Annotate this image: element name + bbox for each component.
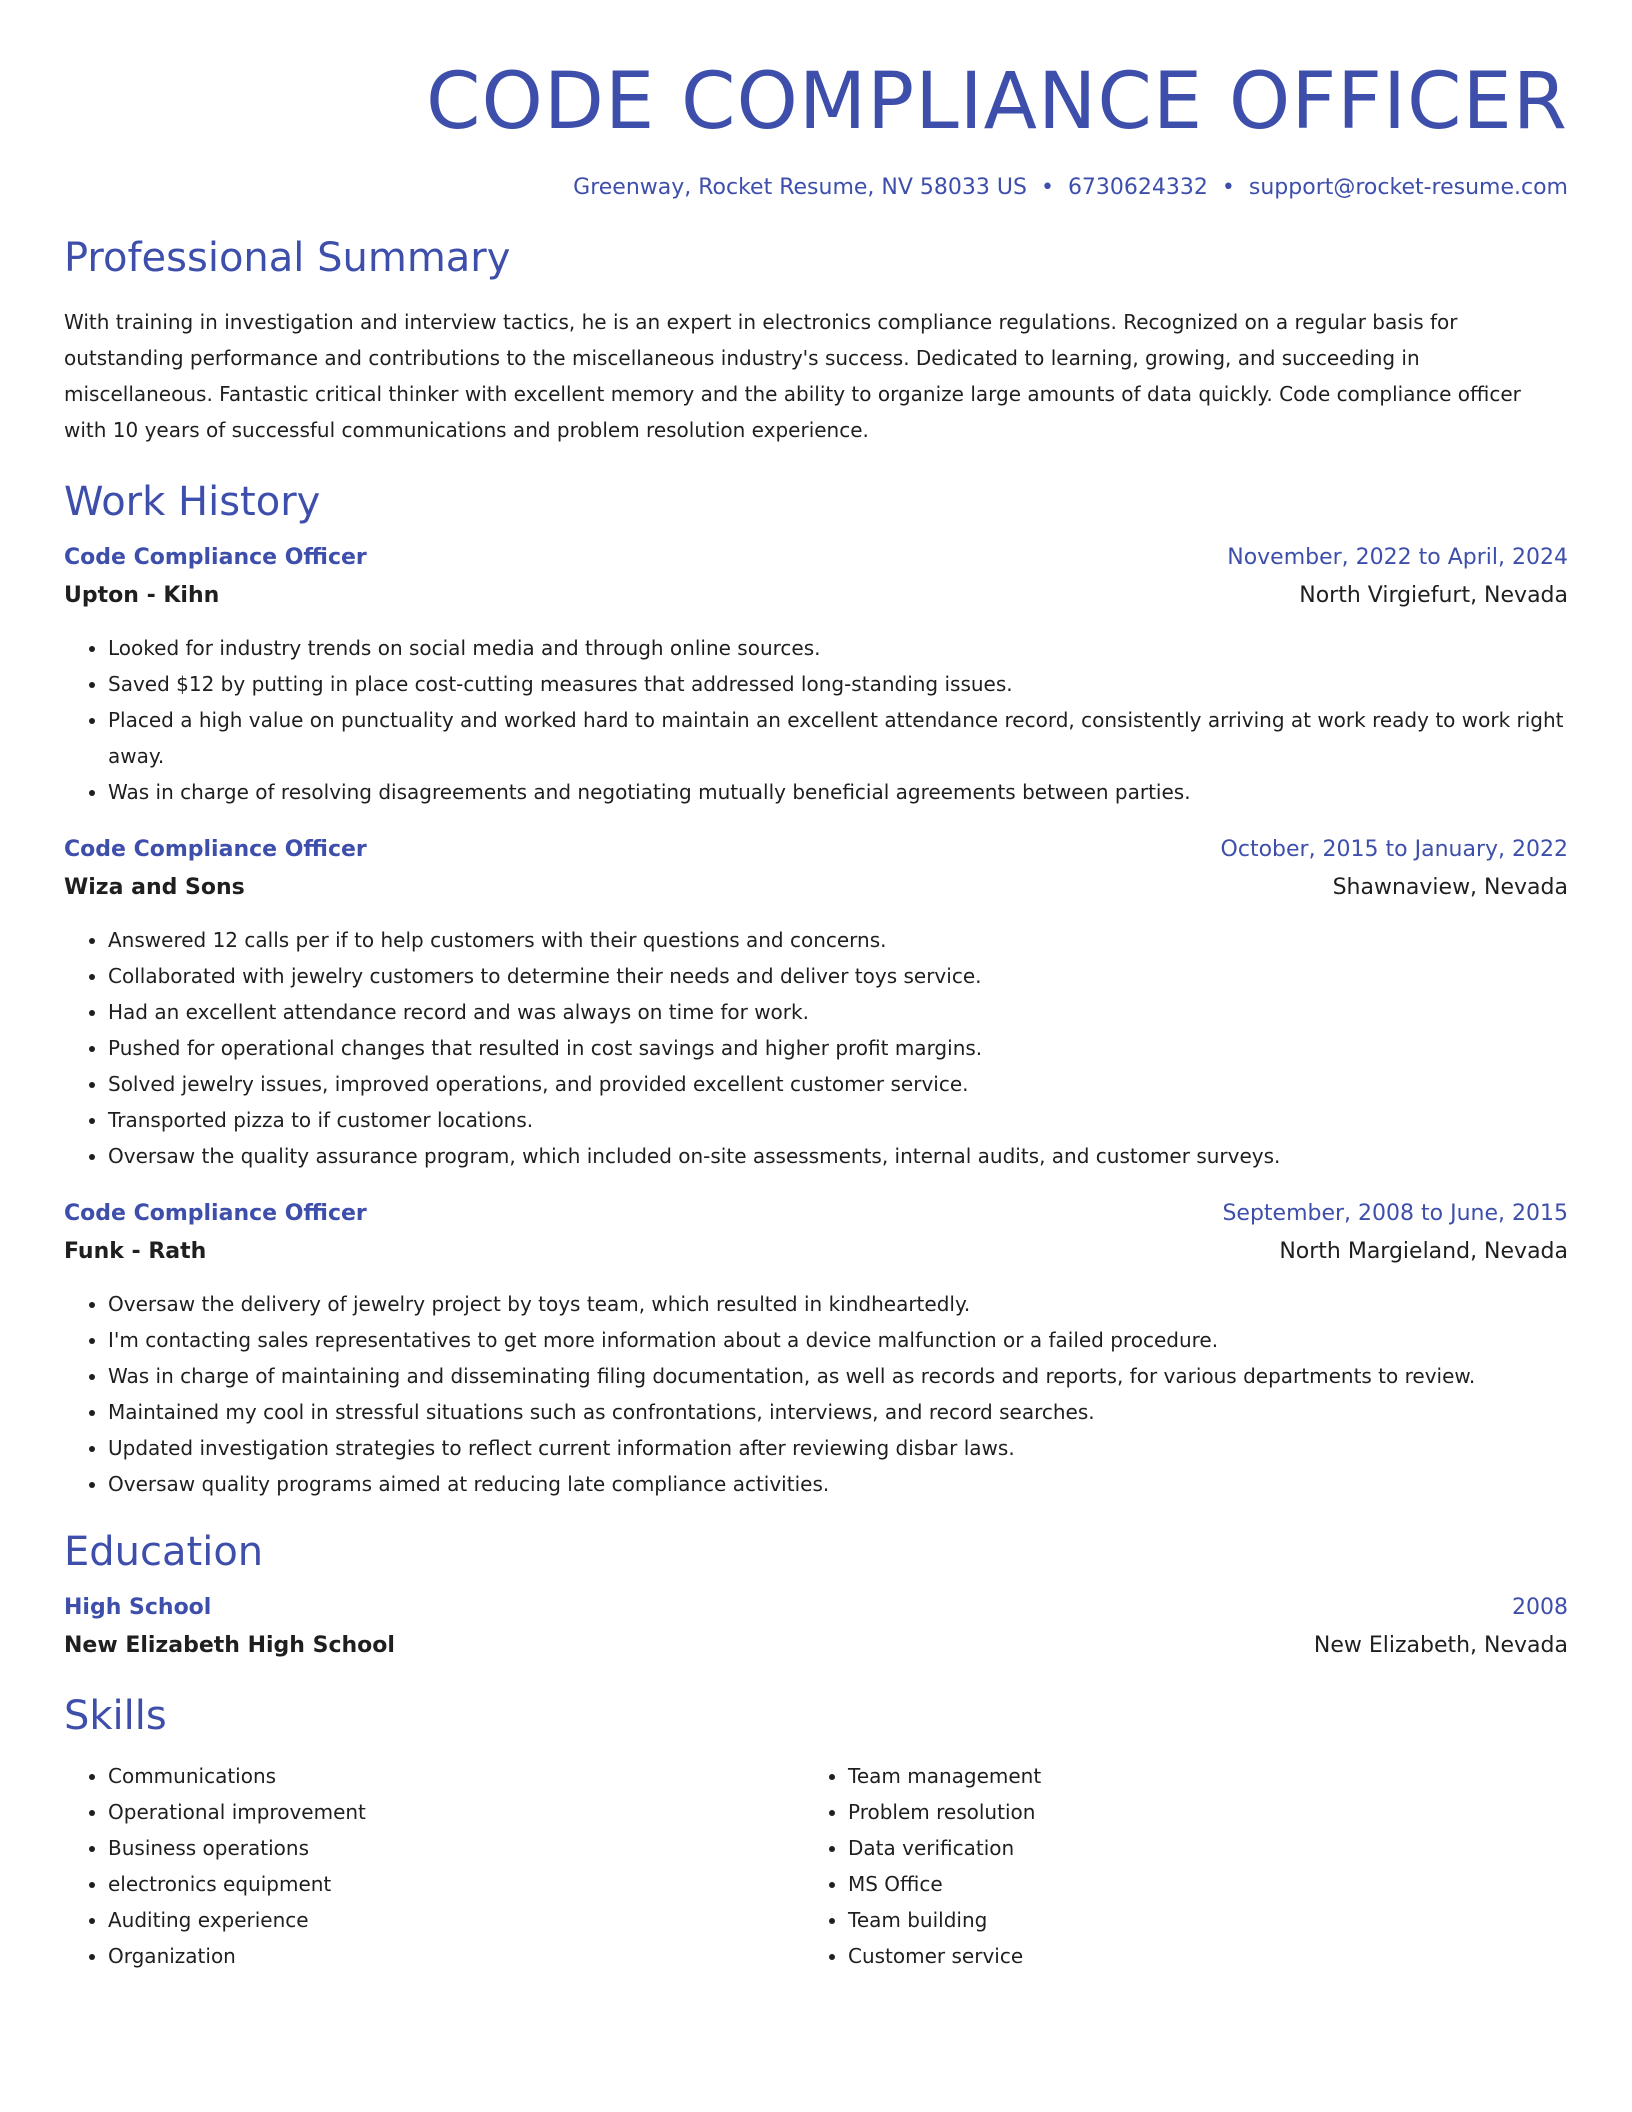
job-header	[64, 540, 1568, 576]
contact-phone: 6730624332	[1067, 175, 1208, 200]
job-header	[64, 832, 1568, 868]
job-bullet: • Oversaw the delivery of jewelry project by toys team, which resulted in kindheartedly.	[108, 1286, 1568, 1322]
job-company: Funk - Rath	[64, 1239, 207, 1264]
skill-item: • Problem resolution	[848, 1794, 1544, 1830]
contact-separator: •	[1221, 175, 1235, 200]
skills-title: Skills	[64, 1693, 167, 1739]
job-bullet: • Had an excellent attendance record and was always on time for work.	[108, 994, 1568, 1030]
job-bullet: • Saved $12 by putting in place cost-cutting measures that addressed long-standing issues.	[108, 666, 1568, 702]
contact-address: Greenway, Rocket Resume, NV 58033 US	[573, 175, 1027, 200]
job-bullet: • Pushed for operational changes that resulted in cost savings and higher profit margins.	[108, 1030, 1568, 1066]
job-subheader	[64, 1232, 1568, 1272]
summary-title: Professional Summary	[64, 235, 511, 281]
job-bullets	[64, 1286, 1568, 1502]
job-bullet: • Collaborated with jewelry customers to determine their needs and deliver toys service.	[108, 958, 1568, 994]
contact-email[interactable]: support@rocket-resume.com	[1248, 175, 1568, 200]
job-bullet: • Was in charge of maintaining and disseminating filing documentation, as well as records and reports, for various departments to review.	[108, 1358, 1568, 1394]
job-bullet: • Oversaw quality programs aimed at reducing late compliance activities.	[108, 1466, 1568, 1502]
job-entry	[64, 540, 1568, 810]
job-title: Code Compliance Officer	[64, 1201, 367, 1226]
skills-section	[64, 1690, 1568, 1974]
skills-list	[804, 1758, 1544, 1974]
job-bullet: • Was in charge of resolving disagreements and negotiating mutually beneficial agreements between parties.	[108, 774, 1568, 810]
skill-item: • Team building	[848, 1902, 1544, 1938]
skill-item: • Customer service	[848, 1938, 1544, 1974]
job-bullet: • Oversaw the quality assurance program, which included on-site assessments, internal audits, and customer surveys.	[108, 1138, 1568, 1174]
contact-line	[64, 172, 1568, 204]
work-title: Work History	[64, 479, 321, 525]
job-subheader	[64, 868, 1568, 908]
summary-section	[64, 232, 1568, 448]
skills-column-right	[804, 1742, 1544, 1974]
skill-item: • Team management	[848, 1758, 1544, 1794]
job-title: Code Compliance Officer	[64, 545, 367, 570]
skill-item: • Communications	[108, 1758, 804, 1794]
education-section	[64, 1526, 1568, 1666]
job-bullet: • I'm contacting sales representatives to get more information about a device malfunction or a failed procedure.	[108, 1322, 1568, 1358]
job-dates: October, 2015 to January, 2022	[1220, 837, 1568, 862]
job-company: Wiza and Sons	[64, 875, 245, 900]
job-bullets	[64, 630, 1568, 810]
job-dates: September, 2008 to June, 2015	[1222, 1201, 1568, 1226]
skills-list	[64, 1758, 804, 1974]
job-bullet: • Placed a high value on punctuality and worked hard to maintain an excellent attendance record, consistently arriving at work ready to work right away.	[108, 702, 1568, 774]
education-location: New Elizabeth, Nevada	[1313, 1633, 1568, 1658]
job-bullets	[64, 922, 1568, 1174]
skill-item: • Data verification	[848, 1830, 1544, 1866]
job-subheader	[64, 576, 1568, 616]
job-bullet: • Updated investigation strategies to reflect current information after reviewing disbar laws.	[108, 1430, 1568, 1466]
job-title: Code Compliance Officer	[64, 837, 367, 862]
education-title: Education	[64, 1529, 264, 1575]
job-bullet: • Transported pizza to if customer locations.	[108, 1102, 1568, 1138]
summary-text: With training in investigation and interview tactics, he is an expert in electronics compliance regulations. Recognized on a regular basis for outstanding performance and contributions to the miscellaneous industry's success. Dedicated to learning, growing, and succeeding in miscellaneous. Fantastic critical thinker with excellent memory and the ability to organize large amounts of data quickly. Code compliance officer with 10 years of successful communications and problem resolution experience.	[64, 310, 1521, 442]
education-entry	[64, 1590, 1568, 1666]
job-header	[64, 1196, 1568, 1232]
job-bullet: • Maintained my cool in stressful situations such as confrontations, interviews, and record searches.	[108, 1394, 1568, 1430]
work-section	[64, 476, 1568, 1502]
job-company: Upton - Kihn	[64, 583, 220, 608]
contact-separator: •	[1040, 175, 1054, 200]
education-degree: High School	[64, 1595, 212, 1620]
education-header	[64, 1590, 1568, 1626]
job-location: North Virgiefurt, Nevada	[1299, 583, 1568, 608]
skill-item: • electronics equipment	[108, 1866, 804, 1902]
skill-item: • Auditing experience	[108, 1902, 804, 1938]
job-location: Shawnaview, Nevada	[1332, 875, 1568, 900]
job-bullet: • Looked for industry trends on social media and through online sources.	[108, 630, 1568, 666]
education-year: 2008	[1512, 1595, 1568, 1620]
skill-item: • Operational improvement	[108, 1794, 804, 1830]
job-entry	[64, 832, 1568, 1174]
job-bullet: • Answered 12 calls per if to help customers with their questions and concerns.	[108, 922, 1568, 958]
job-entry	[64, 1196, 1568, 1502]
education-school: New Elizabeth High School	[64, 1633, 395, 1658]
skills-column-left	[64, 1742, 804, 1974]
skill-item: • Organization	[108, 1938, 804, 1974]
education-subheader	[64, 1626, 1568, 1666]
skill-item: • Business operations	[108, 1830, 804, 1866]
skills-columns	[64, 1742, 1568, 1974]
job-location: North Margieland, Nevada	[1279, 1239, 1568, 1264]
job-bullet: • Solved jewelry issues, improved operations, and provided excellent customer service.	[108, 1066, 1568, 1102]
job-dates: November, 2022 to April, 2024	[1227, 545, 1568, 570]
skill-item: • MS Office	[848, 1866, 1544, 1902]
resume-name: CODE COMPLIANCE OFFICER	[426, 57, 1568, 147]
